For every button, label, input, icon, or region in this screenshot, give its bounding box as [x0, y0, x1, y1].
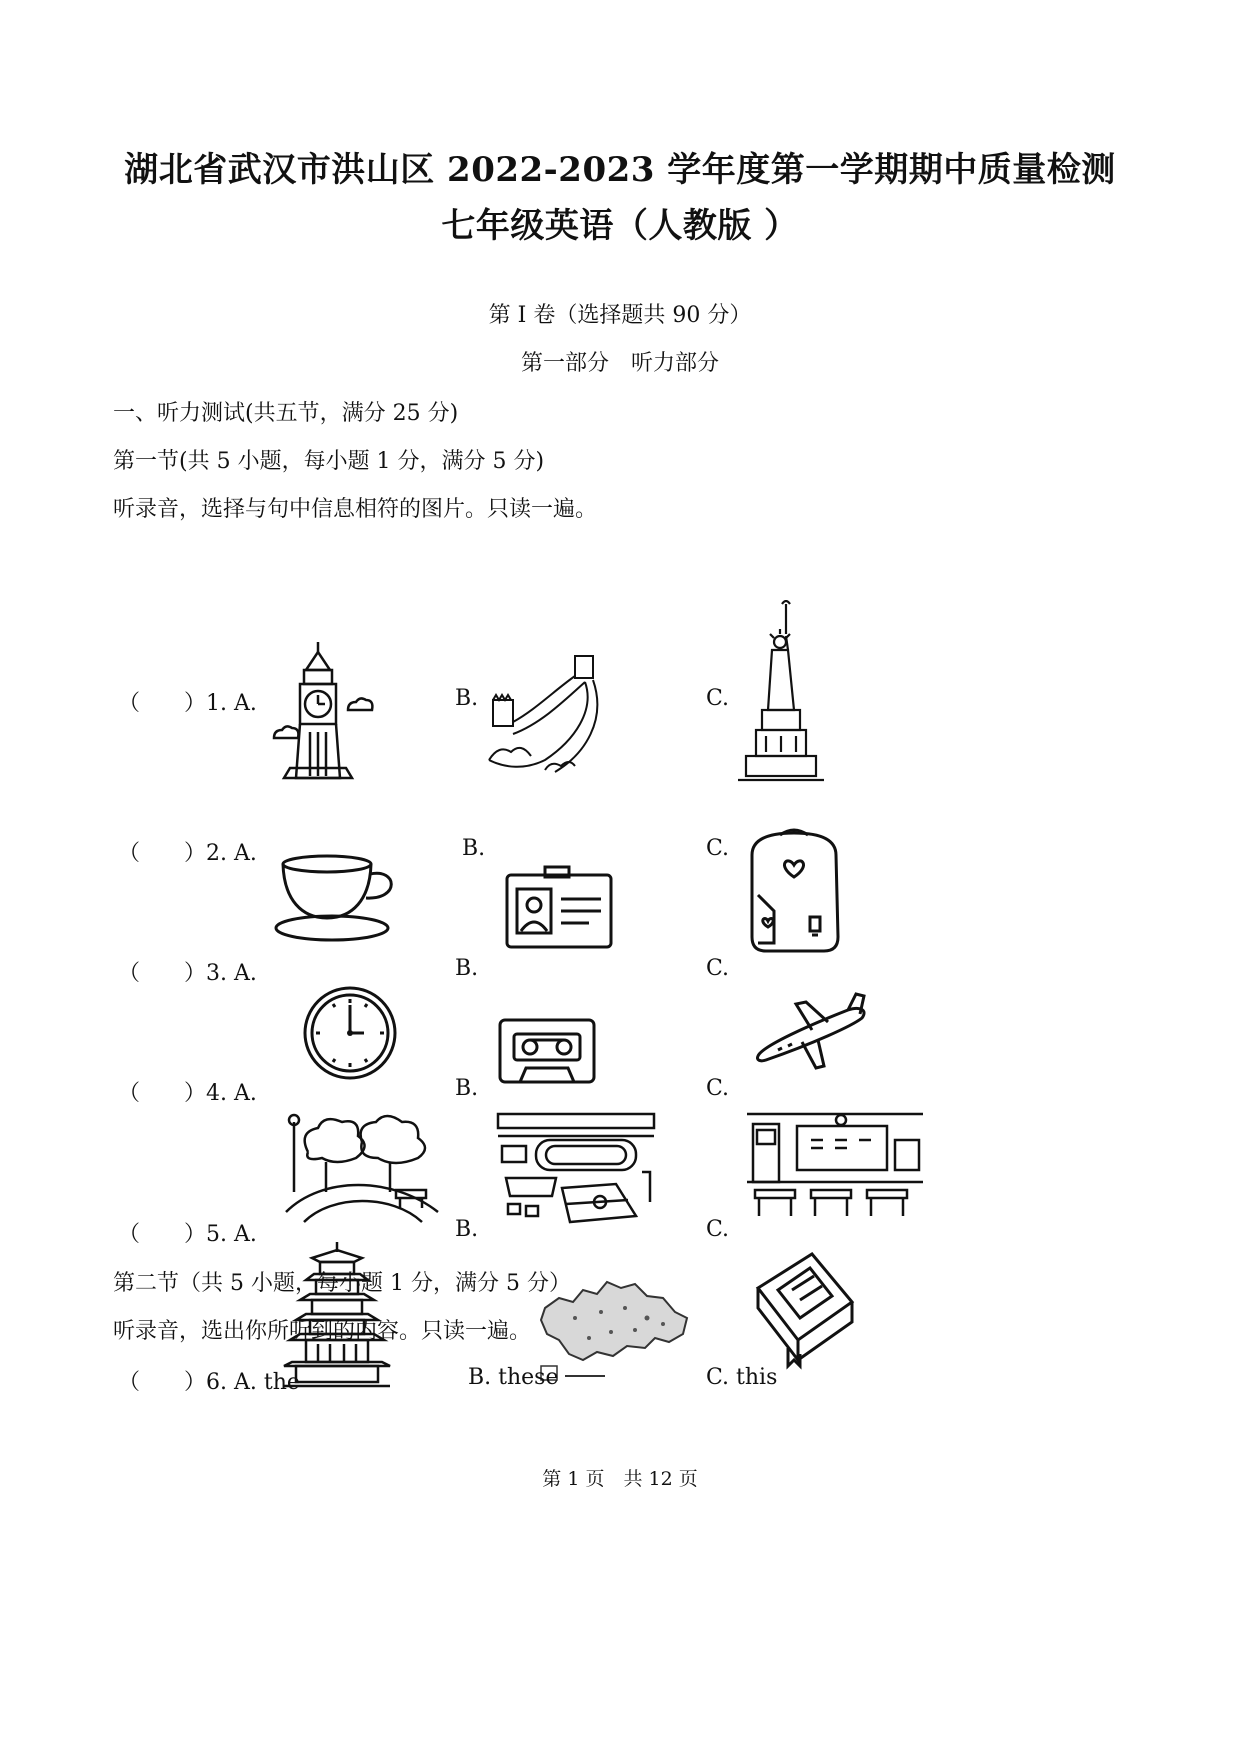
cassette-tape-icon — [498, 1018, 596, 1084]
document-title: 湖北省武汉市洪山区 2022-2023 学年度第一学期期中质量检测 — [124, 150, 1116, 190]
teacup-icon — [272, 850, 412, 950]
question-1-option-b: B. — [455, 686, 479, 711]
subsection-2-heading: 第二节（共 5 小题，每小题 1 分，满分 5 分） — [113, 1271, 571, 1296]
airplane-icon — [752, 990, 872, 1070]
question-2-option-c: C. — [706, 836, 730, 861]
question-4-number: （ ）4. A. — [118, 1081, 257, 1106]
classroom-icon — [745, 1110, 925, 1220]
question-2-option-b: B. — [462, 836, 486, 861]
question-5-option-b: B. — [455, 1217, 479, 1242]
clock-icon — [302, 985, 398, 1081]
backpack-icon — [740, 825, 850, 955]
big-ben-icon — [270, 640, 380, 790]
question-3-option-b: B. — [455, 956, 479, 981]
statue-of-liberty-icon — [728, 600, 838, 790]
question-2-number: （ ）2. A. — [118, 841, 257, 866]
part-heading: 第一部分 听力部分 — [520, 351, 719, 376]
book-icon — [748, 1250, 858, 1370]
question-5-option-c: C. — [706, 1217, 730, 1242]
question-6-option-b: B. these — [468, 1365, 559, 1390]
question-6-number: （ ）6. A. the — [118, 1370, 300, 1395]
question-1-number: （ ）1. A. — [118, 691, 257, 716]
question-6-option-c: C. this — [706, 1365, 778, 1390]
park-icon — [282, 1112, 442, 1227]
question-4-option-c: C. — [706, 1076, 730, 1101]
id-card-icon — [505, 865, 615, 950]
subsection-1-heading: 第一节(共 5 小题，每小题 1 分，满分 5 分) — [113, 449, 545, 474]
question-3-number: （ ）3. A. — [118, 961, 257, 986]
document-subtitle: 七年级英语（人教版 ） — [441, 206, 799, 246]
question-4-option-b: B. — [455, 1076, 479, 1101]
subsection-2-instruction: 听录音，选出你所听到的内容。只读一遍。 — [113, 1319, 532, 1344]
great-wall-icon — [485, 650, 615, 780]
question-3-option-c: C. — [706, 956, 730, 981]
sports-field-icon — [496, 1112, 656, 1224]
page-footer: 第 1 页 共 12 页 — [542, 1468, 698, 1490]
question-1-option-c: C. — [706, 686, 730, 711]
section-heading: 一、听力测试(共五节，满分 25 分) — [113, 401, 459, 426]
question-5-number: （ ）5. A. — [118, 1222, 257, 1247]
subsection-1-instruction: 听录音，选择与句中信息相符的图片。只读一遍。 — [113, 497, 598, 522]
volume-heading: 第 I 卷（选择题共 90 分） — [488, 303, 752, 328]
